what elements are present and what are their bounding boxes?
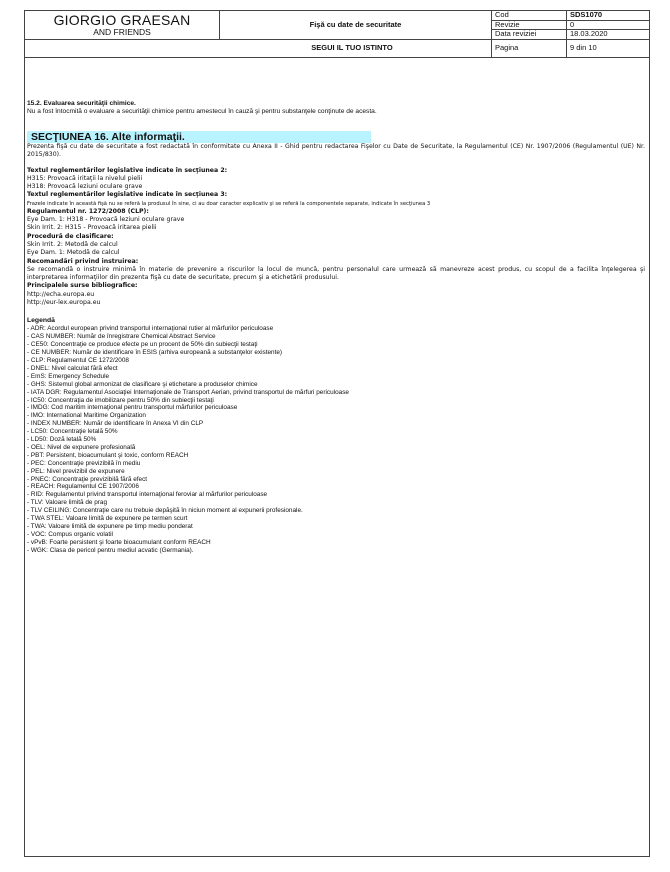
revision-value: 0 [567,20,650,30]
legend-item: - INDEX NUMBER: Număr de identificare în Anexa VI din CLP [27,420,204,428]
clp-block [27,208,645,308]
legend-item: - IMDG: Cod maritim internaţional pentru transportul mărfurilor periculoase [27,404,238,412]
procedure-heading: Procedură de clasificare: [27,232,114,240]
legend-item: - PEL: Nivel previzibil de expunere [27,467,125,475]
legend-item: - TWA STEL: Valoare limită de expunere pe termen scurt [27,515,188,523]
section-16-heading: SECŢIUNEA 16. Alte informaţii. [27,131,371,143]
reg-note: Frazele indicate în această fişă nu se referă la produsul în sine, ci au doar caracter explicativ şi se referă la componentele separate, indicate în secţiunea 3 [27,200,431,207]
bibliography-heading: Principalele surse bibliografice: [27,282,138,290]
bibliography-link[interactable]: http://eur-lex.europa.eu [27,299,101,307]
legend-item: - GHS: Sistemul global armonizat de clasificare şi etichetare a produselor chimice [27,380,258,388]
legend-item: - REACH: Regulamentul CE 1907/2006 [27,483,139,491]
company-name-cell [25,11,220,40]
document-header [24,10,650,58]
section-16-intro: Prezenta fişă cu date de securitate a fost redactată în conformitate cu Anexa II - Ghid pentru redactarea Fişelor cu Date de Securitate, la Regulamentul (CE) Nr. 1907/2006 (Regulamentul (UE) Nr. 2015/830). [27,143,645,159]
revision-date-label: Data reviziei [492,30,567,40]
legend-title: Legendă [27,317,55,325]
document-body [27,100,645,555]
section-15-2-heading: 15.2. Evaluarea securităţii chimice. [27,100,136,107]
procedure-item: Eye Dam. 1: Metodă de calcul [27,249,120,257]
code-label: Cod [492,11,567,21]
document-title: Fişă cu date de securitate [220,11,492,40]
legend-item: - EmS: Emergency Schedule [27,372,110,380]
legend-item: - OEL: Nivel de expunere profesională [27,443,136,451]
revision-date-value: 18.03.2020 [567,30,650,40]
h318-text: H318: Provoacă leziuni oculare grave [27,183,143,191]
reg-heading-section-3: Textul reglementărilor legislative indicate în secţiunea 3: [27,191,228,199]
motto-text: SEGUI IL TUO ISTINTO [311,42,393,52]
legend-item: - PEC: Concentraţie previzibilă în mediu [27,459,141,467]
legend-item: - CAS NUMBER: Număr de înregistrare Chemical Abstract Service [27,333,216,341]
section-15-2 [27,100,645,116]
legend-list [27,325,645,554]
code-value: SDS1070 [567,11,650,21]
training-text: Se recomandă o instruire minimă în materie de prevenire a riscurilor la locul de muncă, pentru personalul care urmează să manevreze acest produs, cu scopul de a facilita înţelegerea şi interpretarea informaţiilor din prezenta fişă cu date de securitate, precum şi a etichetării produsului. [27,265,645,282]
page-value: 9 din 10 [567,39,650,57]
legend-item: - CE NUMBER: Număr de identificare în ESIS (arhiva europeană a substanţelor existente) [27,349,283,357]
legend-item: - LC50: Concentraţie letală 50% [27,428,118,436]
training-heading: Recomandări privind instruirea: [27,257,139,265]
legend-item: - TWA: Valoare limită de expunere pe timp mediu ponderat [27,523,193,530]
legend-item: - DNEL: Nivel calculat fără efect [27,364,118,372]
legend-item: - TLV: Valoare limită de prag [27,499,108,507]
motto [25,39,492,57]
page-label: Pagina [492,39,567,57]
legend-item: - PNEC: Concentraţie previzibilă fără efect [27,475,148,483]
legend-item: - RID: Regulamentul privind transportul internaţional feroviar al mărfurilor periculoase [27,491,268,499]
bibliography-link[interactable]: http://echa.europa.eu [27,290,95,298]
legend-item: - CLP: Regulamentul CE 1272/2008 [27,356,129,364]
company-name: GIORGIO GRAESAN [53,12,191,29]
legend-item: - TLV CEILING: Concentraţie care nu trebuie depăşită în niciun moment al expunerii profesionale. [27,507,303,515]
company-subtitle: AND FRIENDS [93,27,151,38]
clp-heading: Regulamentul nr. 1272/2008 (CLP): [27,207,149,215]
section-15-2-text: Nu a fost întocmită o evaluare a securităţii chimice pentru amestecul în cauză şi pentru substanţele conţinute de acesta. [27,108,377,115]
clp-item: Eye Dam. 1: H318 - Provoacă leziuni oculare grave [27,216,185,224]
legend-item: - WGK: Clasa de pericol pentru mediul acvatic (Germania). [27,546,194,554]
legend-item: - ADR: Acordul european privind transportul internaţional rutier al mărfurilor periculoase [27,325,274,333]
reg-heading-section-2: Textul reglementărilor legislative indicate în secţiunea 2: [27,166,228,174]
legend-item: - PBT: Persistent, bioacumulant şi toxic, conform REACH [27,451,189,459]
h315-text: H315: Provoacă iritaţii la nivelul pielii [27,174,143,182]
legend-item: - IC50: Concentraţia de imobilizare pentru 50% din subiecţii testaţi [27,396,214,404]
legend-item: - LD50: Doză letală 50% [27,436,97,444]
revision-label: Revizie [492,20,567,30]
procedure-item: Skin Irrit. 2: Metodă de calcul [27,240,118,248]
section-2-regulations [27,167,645,200]
legend-item: - CE50: Concentraţie ce produce efecte pe un procent de 50% din subiecţii testaţi [27,341,258,349]
legend-item: - VOC: Compus organic volatil [27,530,113,538]
legend-item: - IATA DGR: Regulamentul Asociaţiei Internaţionale de Transport Aerian, privind transportul de mărfuri periculoase [27,388,349,396]
clp-item: Skin Irrit. 2: H315 - Provoacă iritarea pielii [27,224,157,232]
legend-item: - vPvB: Foarte persistent şi foarte bioacumulant conform REACH [27,538,211,546]
legend-item: - IMO: International Maritime Organization [27,412,146,420]
